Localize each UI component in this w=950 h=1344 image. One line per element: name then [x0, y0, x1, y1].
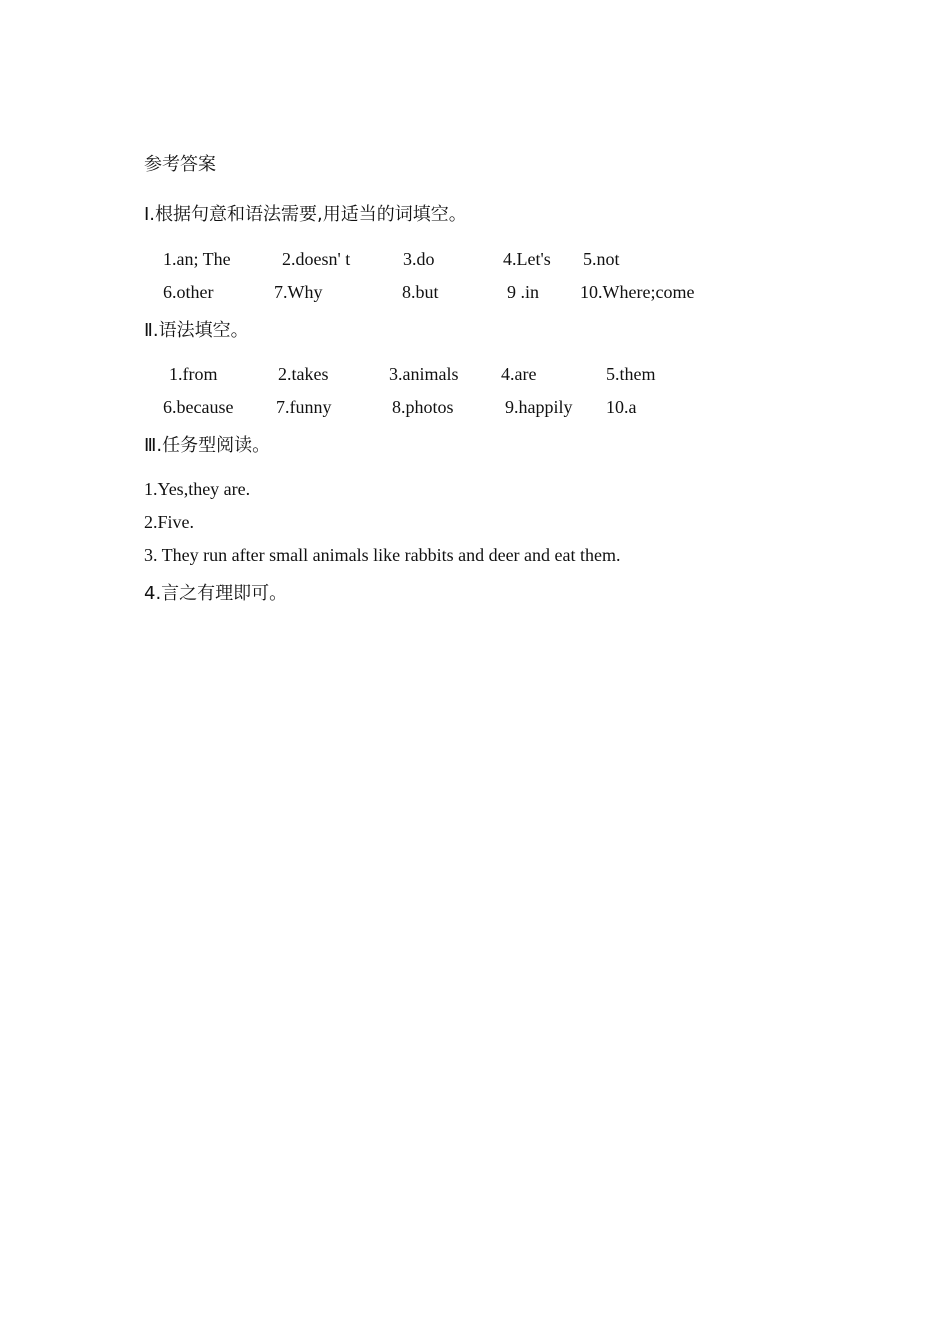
- answer-item: 9.happily: [505, 397, 573, 417]
- page-title: 参考答案: [144, 154, 216, 175]
- answer-item: 2.takes: [278, 364, 329, 384]
- answer-item: 9 .in: [507, 282, 540, 302]
- answer-item: 4.are: [501, 364, 537, 384]
- answer-item: 1.from: [169, 364, 218, 384]
- answer-item: 3.animals: [389, 364, 459, 384]
- answer-item: 7.funny: [276, 397, 332, 417]
- answer-item: 5.not: [583, 249, 620, 269]
- answer-item: 7.Why: [274, 282, 323, 302]
- answer-item: 1.an; The: [163, 249, 231, 269]
- answer-item: 3.do: [403, 249, 435, 269]
- answer-item: 5.them: [606, 364, 656, 384]
- answer-item: 6.other: [163, 282, 214, 302]
- answer-item: 6.because: [163, 397, 234, 417]
- answer-item: 8.photos: [392, 397, 454, 417]
- answer-item: 4.Let's: [503, 249, 551, 269]
- answer-item: 8.but: [402, 282, 439, 302]
- section-2-heading: Ⅱ.语法填空。: [144, 320, 249, 341]
- section-1-heading: Ⅰ.根据句意和语法需要,用适当的词填空。: [144, 204, 467, 225]
- reading-answer-2: 2.Five.: [144, 512, 195, 532]
- answer-item: 10.Where;come: [580, 282, 695, 302]
- reading-answer-4: 4.言之有理即可。: [144, 583, 288, 604]
- reading-answer-1: 1.Yes,they are.: [144, 479, 251, 499]
- answer-item: 2.doesn' t: [282, 249, 351, 269]
- section-3-heading: Ⅲ.任务型阅读。: [144, 435, 271, 456]
- answer-item: 10.a: [606, 397, 637, 417]
- reading-answer-3: 3. They run after small animals like rabbits and deer and eat them.: [144, 545, 621, 565]
